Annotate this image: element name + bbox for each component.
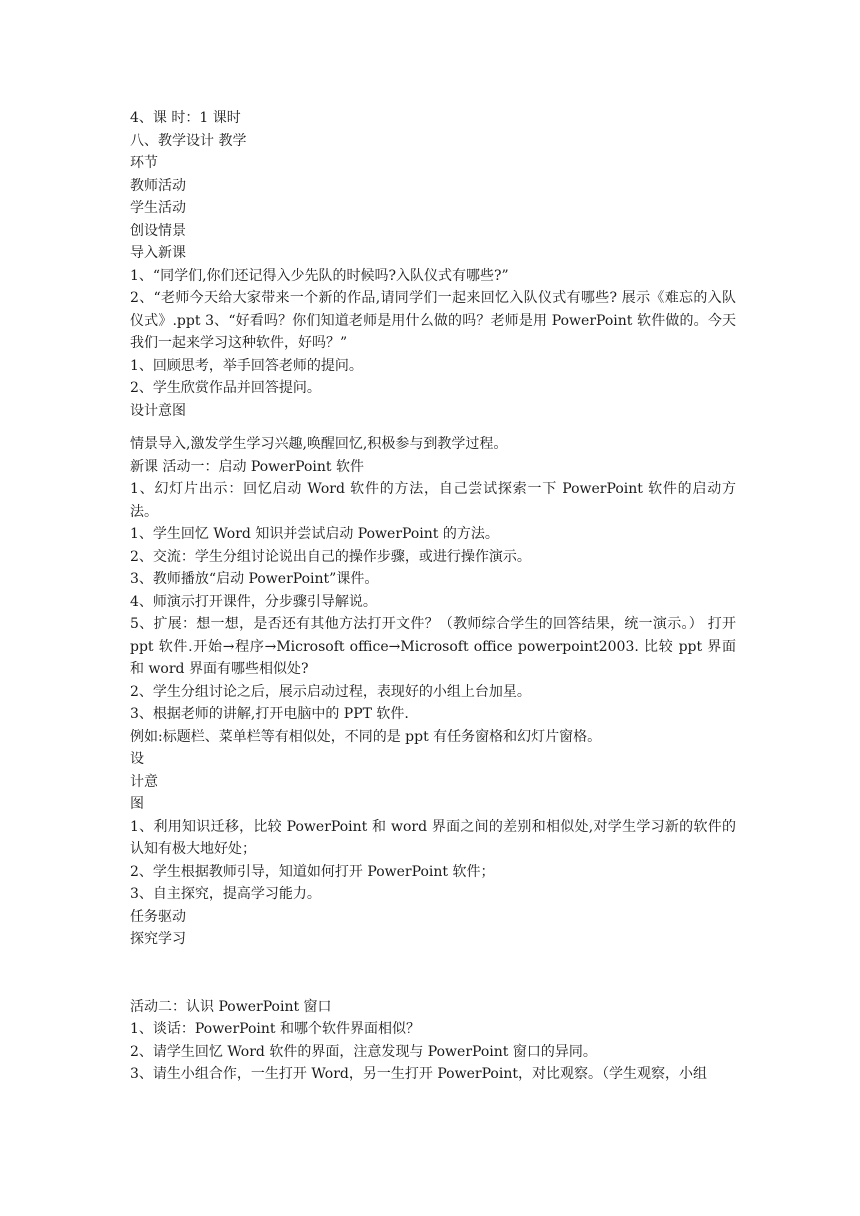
- text-line: 3、教师播放“启动 PowerPoint”课件。: [130, 571, 379, 587]
- text-paragraph: 1、利用知识迁移，比较 PowerPoint 和 word 界面之间的差别和相似处,对学生学习新的软件的认知有极大地好处；: [130, 818, 736, 857]
- text-line: 教师活动: [130, 177, 186, 194]
- text-line: 4、课 时：1 课时: [130, 110, 241, 126]
- text-line: 学生活动: [130, 200, 186, 216]
- blank-spacer: [130, 951, 736, 996]
- text-line: 八、教学设计 教学: [130, 132, 247, 149]
- text-line: 2、学生根据教师引导，知道如何打开 PowerPoint 软件；: [130, 863, 495, 880]
- text-paragraph: 2、“老师今天给大家带来一个新的作品,请同学们一起来回忆入队仪式有哪些? 展示《难忘的入队仪式》.ppt 3、“好看吗？你们知道老师是用什么做的吗？老师是用 PowerPoint 软件做的。今天我们一起来学习这种软件，好吗？”: [130, 290, 736, 351]
- text-line: 1、学生回忆 Word 知识并尝试启动 PowerPoint 的方法。: [130, 526, 499, 542]
- section-heading: 新课 活动一：启动 PowerPoint 软件: [130, 458, 364, 475]
- text-line: 3、自主探究，提高学习能力。: [130, 886, 321, 902]
- text-line: 1、谈话：PowerPoint 和哪个软件界面相似？: [130, 1021, 421, 1037]
- text-line: 3、请生小组合作，一生打开 Word，另一生打开 PowerPoint，对比观察。（学生观察，小组: [130, 1066, 707, 1082]
- text-line: 导入新课: [130, 245, 186, 261]
- section-label: 图: [130, 796, 144, 812]
- section-heading: 活动二：认识 PowerPoint 窗口: [130, 998, 332, 1015]
- text-line: 情景导入,激发学生学习兴趣,唤醒回忆,积极参与到教学过程。: [130, 436, 508, 452]
- text-line: 探究学习: [130, 931, 186, 947]
- text-paragraph: 5、扩展：想一想，是否还有其他方法打开文件？（教师综合学生的回答结果，统一演示。） 打开 ppt 软件.开始→程序→Microsoft office→Microsoft office powerpoint2003. 比较 ppt 界面和 word 界面有哪些相似处?: [130, 616, 736, 677]
- text-line: 2、学生分组讨论之后，展示启动过程，表现好的小组上台加星。: [130, 683, 531, 700]
- section-label: 计意: [130, 773, 158, 790]
- text-line: 环节: [130, 155, 158, 171]
- text-line: 2、交流：学生分组讨论说出自己的操作步骤，或进行操作演示。: [130, 548, 531, 565]
- section-label: 设: [130, 751, 144, 767]
- text-line: 3、根据老师的讲解,打开电脑中的 PPT 软件.: [130, 706, 409, 722]
- text-line: 创设情景: [130, 222, 186, 239]
- text-line: 例如:标题栏、菜单栏等有相似处，不同的是 ppt 有任务窗格和幻灯片窗格。: [130, 728, 602, 745]
- text-line: 1、回顾思考，举手回答老师的提问。: [130, 357, 363, 374]
- document-body: [130, 107, 736, 1086]
- text-line: 2、学生欣赏作品并回答提问。: [130, 380, 321, 396]
- text-line: 1、“同学们,你们还记得入少先队的时候吗?入队仪式有哪些?”: [130, 267, 509, 284]
- text-line: 2、请学生回忆 Word 软件的界面，注意发现与 PowerPoint 窗口的异同。: [130, 1043, 597, 1060]
- section-label: 设计意图: [130, 402, 186, 419]
- text-paragraph: 1、幻灯片出示：回忆启动 Word 软件的方法，自己尝试探索一下 PowerPoint 软件的启动方法。: [130, 481, 736, 520]
- text-line: 4、师演示打开课件，分步骤引导解说。: [130, 593, 377, 610]
- blank-spacer: [130, 422, 736, 433]
- text-line: 任务驱动: [130, 908, 186, 925]
